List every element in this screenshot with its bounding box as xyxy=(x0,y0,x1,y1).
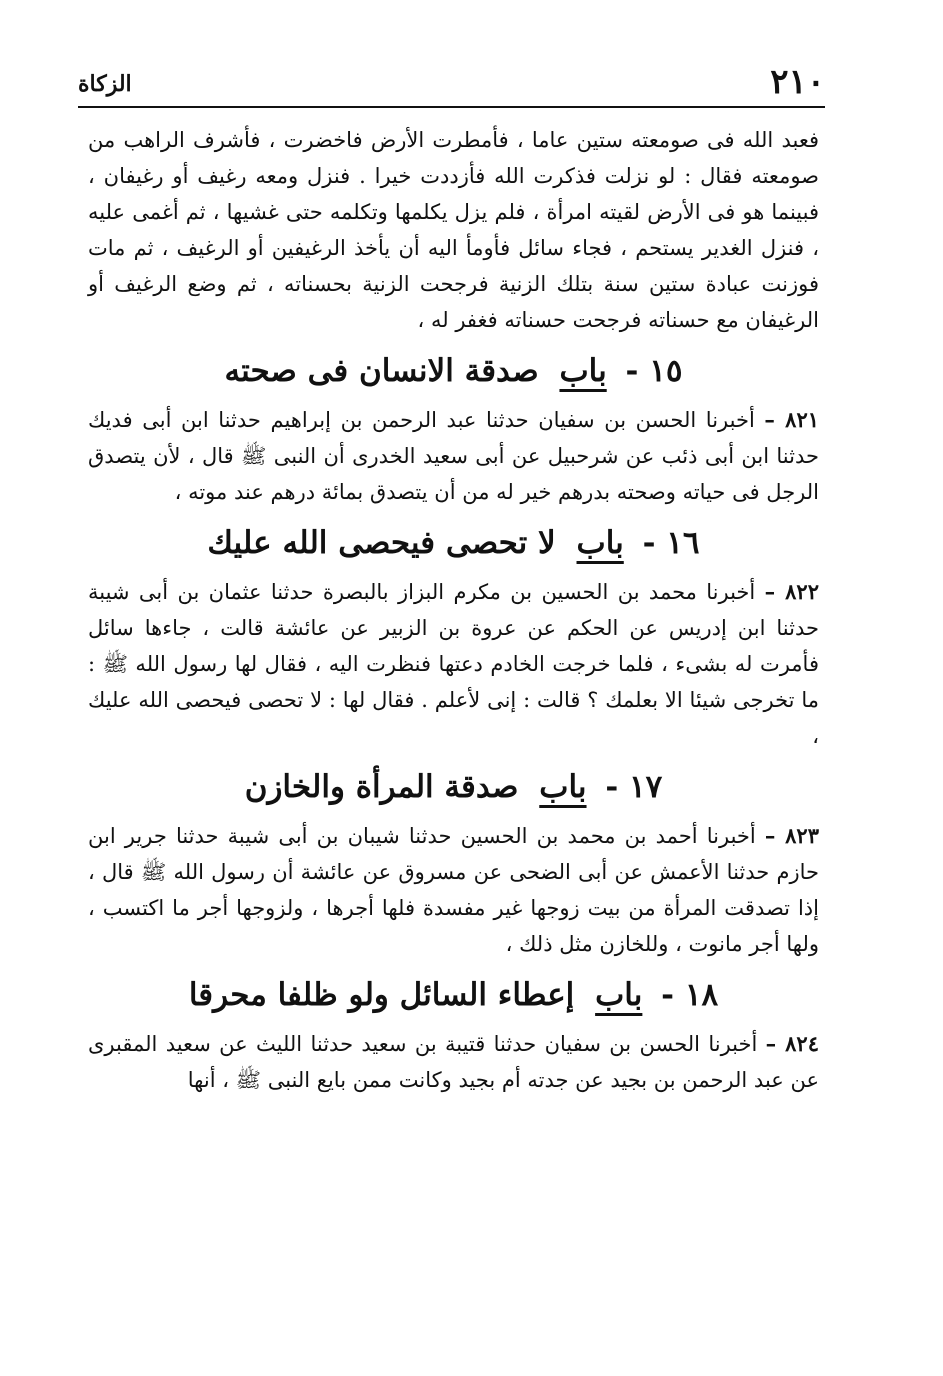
chapter-number: ١٥ - xyxy=(625,353,683,389)
hadith-text: أخبرنا محمد بن الحسين بن مكرم البزاز بالبصرة حدثنا عثمان بن أبى شيبة حدثنا ابن إدريس عن الحكم عن عروة بن الزبير عن عائشة قالت ، جاءها سائل فأمرت له بشىء ، فلما خرجت الخادم دعتها فنظرت اليه ، فقال لها رسول الله ﷺ : ما تخرجى شيئا الا بعلمك ؟ قالت : إنى لأعلم . فقال لها : لا تحصى فيحصى الله عليك ، xyxy=(88,580,819,748)
hadith-number: ٨٢٣ – xyxy=(764,823,819,848)
hadith-text: أخبرنا الحسن بن سفيان حدثنا عبد الرحمن بن إبراهيم حدثنا ابن أبى فديك حدثنا ابن أبى ذئب عن شرحبيل عن أبى سعيد الخدرى أن النبى ﷺ قال ، لأن يتصدق الرجل فى حياته وصحته بدرهم خير له من أن يتصدق بمائة درهم عند موته ، xyxy=(88,408,819,504)
chapter-heading xyxy=(88,348,819,394)
chapter-title: لا تحصى فيحصى الله عليك xyxy=(207,525,556,561)
hadith-number: ٨٢٤ – xyxy=(765,1031,819,1056)
chapter-heading xyxy=(88,764,819,810)
page-header xyxy=(78,58,825,102)
chapter-title: إعطاء السائل ولو ظلفا محرقا xyxy=(188,977,575,1013)
hadith-number: ٨٢٢ – xyxy=(764,579,819,604)
chapter-number: ١٦ - xyxy=(642,525,700,561)
hadith-number: ٨٢١ – xyxy=(764,407,820,432)
chapter-bab-word: باب xyxy=(559,353,607,389)
hadith-text: أخبرنا أحمد بن محمد بن الحسين حدثنا شيبان بن أبى شيبة حدثنا جرير ابن حازم حدثنا الأعمش عن أبى الضحى عن مسروق عن عائشة أن رسول الله ﷺ قال ، إذا تصدقت المرأة من بيت زوجها غير مفسدة فلها أجرها ، ولزوجها أجر ما اكتسب ، ولها أجر مانوت ، وللخازن مثل ذلك ، xyxy=(88,824,819,956)
chapter-bab-word: باب xyxy=(539,769,587,805)
hadith-paragraph xyxy=(88,402,819,510)
page-body xyxy=(88,122,819,1098)
running-title: الزكاة xyxy=(78,71,132,97)
chapter-number: ١٧ - xyxy=(605,769,663,805)
header-rule xyxy=(78,106,825,108)
hadith-text: أخبرنا الحسن بن سفيان حدثنا قتيبة بن سعيد حدثنا الليث عن سعيد المقبرى عن عبد الرحمن بن بجيد عن جدته أم بجيد وكانت ممن بايع النبى ﷺ ، أنها xyxy=(88,1032,819,1092)
chapter-heading xyxy=(88,520,819,566)
chapter-number: ١٨ - xyxy=(661,977,719,1013)
page-number: ٢١٠ xyxy=(770,62,825,102)
paragraph xyxy=(88,122,819,338)
hadith-paragraph xyxy=(88,1026,819,1098)
chapter-bab-word: باب xyxy=(576,525,624,561)
chapter-title: صدقة الانسان فى صحته xyxy=(224,353,539,389)
chapter-bab-word: باب xyxy=(595,977,643,1013)
chapter-heading xyxy=(88,972,819,1018)
hadith-paragraph xyxy=(88,574,819,754)
chapter-title: صدقة المرأة والخازن xyxy=(244,769,519,805)
paragraph-text: فعبد الله فى صومعته ستين عاما ، فأمطرت الأرض فاخضرت ، فأشرف الراهب من صومعته فقال : لو نزلت فذكرت الله فأزددت خيرا . فنزل ومعه رغيف أو رغيفان ، فبينما هو فى الأرض لقيته امرأة ، فلم يزل يكلمها وتكلمه حتى غشيها ، ثم أغمى عليه ، فنزل الغدير يستحم ، فجاء سائل فأومأ اليه أن يأخذ الرغيفين أو الرغيف ، ثم مات فوزنت عبادة ستين سنة بتلك الزنية فرجحت الزنية بحسناته ، ثم وضع الرغيف أو الرغيفان مع حسناته فرجحت حسناته فغفر له ، xyxy=(88,128,819,332)
hadith-paragraph xyxy=(88,818,819,962)
